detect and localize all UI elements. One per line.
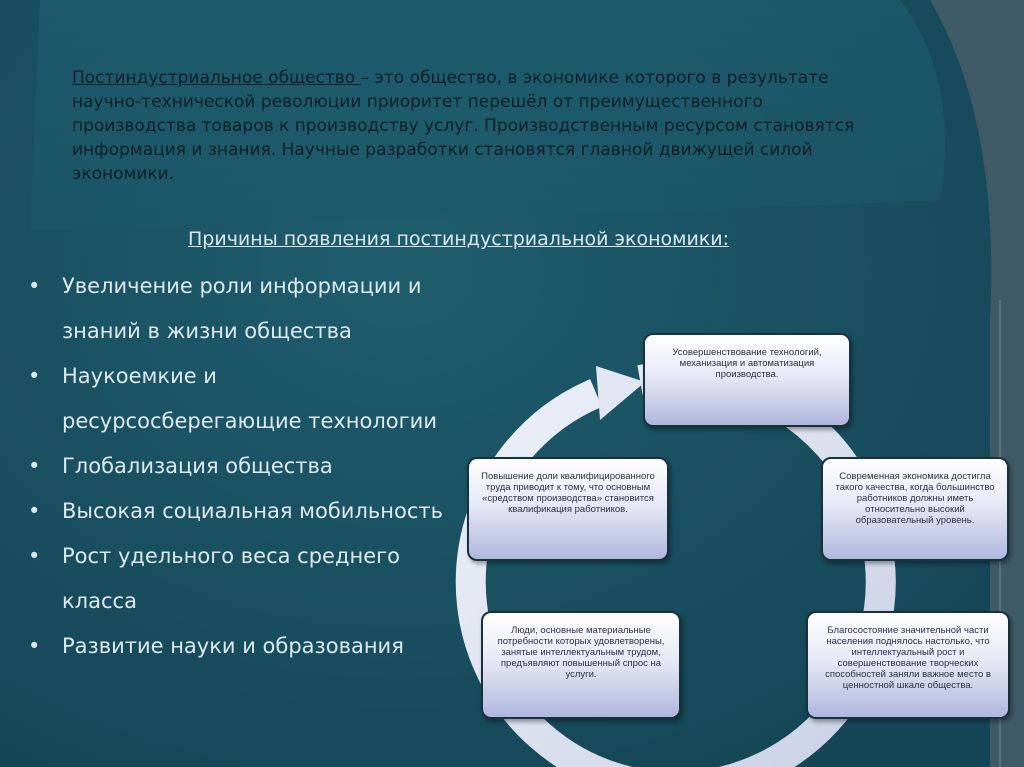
list-item: • Глобализация общества	[28, 444, 448, 489]
list-item: • Увеличение роли информации и знаний в жизни общества	[28, 264, 448, 354]
cycle-text-right: Современная экономика достигла такого качества, когда большинство работников должны иметь относительно высокий образовательный уровень.	[835, 471, 995, 526]
list-item: • Наукоемкие и ресурсосберегающие технологии	[28, 354, 448, 444]
cycle-box-top	[643, 333, 851, 427]
cycle-box-right	[821, 457, 1009, 561]
cycle-text-bottom-right: Благосостояние значительной части населения поднялось настолько, что интеллектуальный рост и совершенствование творческих способностей заняли важное место в ценностной шкале общества.	[825, 625, 991, 691]
cycle-box-bottom-left	[481, 611, 681, 719]
definition-text: – это общество, в экономике которого в результате научно-технической революции приоритет перешёл от преимущественного производства товаров к производству услуг. Производственным ресурсом становятся информация и знания. Научные разработки становятся главной движущей силой экономики.	[72, 68, 855, 184]
cycle-text-left: Повышение доли квалифицированного труда приводит к тому, что основным «средством производства» становится квалификация работников.	[481, 471, 655, 515]
section-subtitle: Причины появления постиндустриальной экономики:	[188, 228, 730, 250]
list-item: • Развитие науки и образования	[28, 624, 448, 669]
list-item: • Высокая социальная мобильность	[28, 489, 448, 534]
cycle-box-left	[467, 457, 669, 561]
cycle-text-top: Усовершенствование технологий, механизация и автоматизация производства.	[672, 347, 822, 380]
definition-term: Постиндустриальное общество	[72, 68, 361, 88]
cycle-text-bottom-left: Люди, основные материальные потребности которых удовлетворены, занятые интеллектуальным трудом, предъявляют повышенный спрос на услуги.	[497, 625, 665, 680]
cycle-arrow-icon	[596, 366, 645, 420]
list-item: • Рост удельного веса среднего класса	[28, 534, 448, 624]
cycle-box-bottom-right	[806, 611, 1010, 719]
